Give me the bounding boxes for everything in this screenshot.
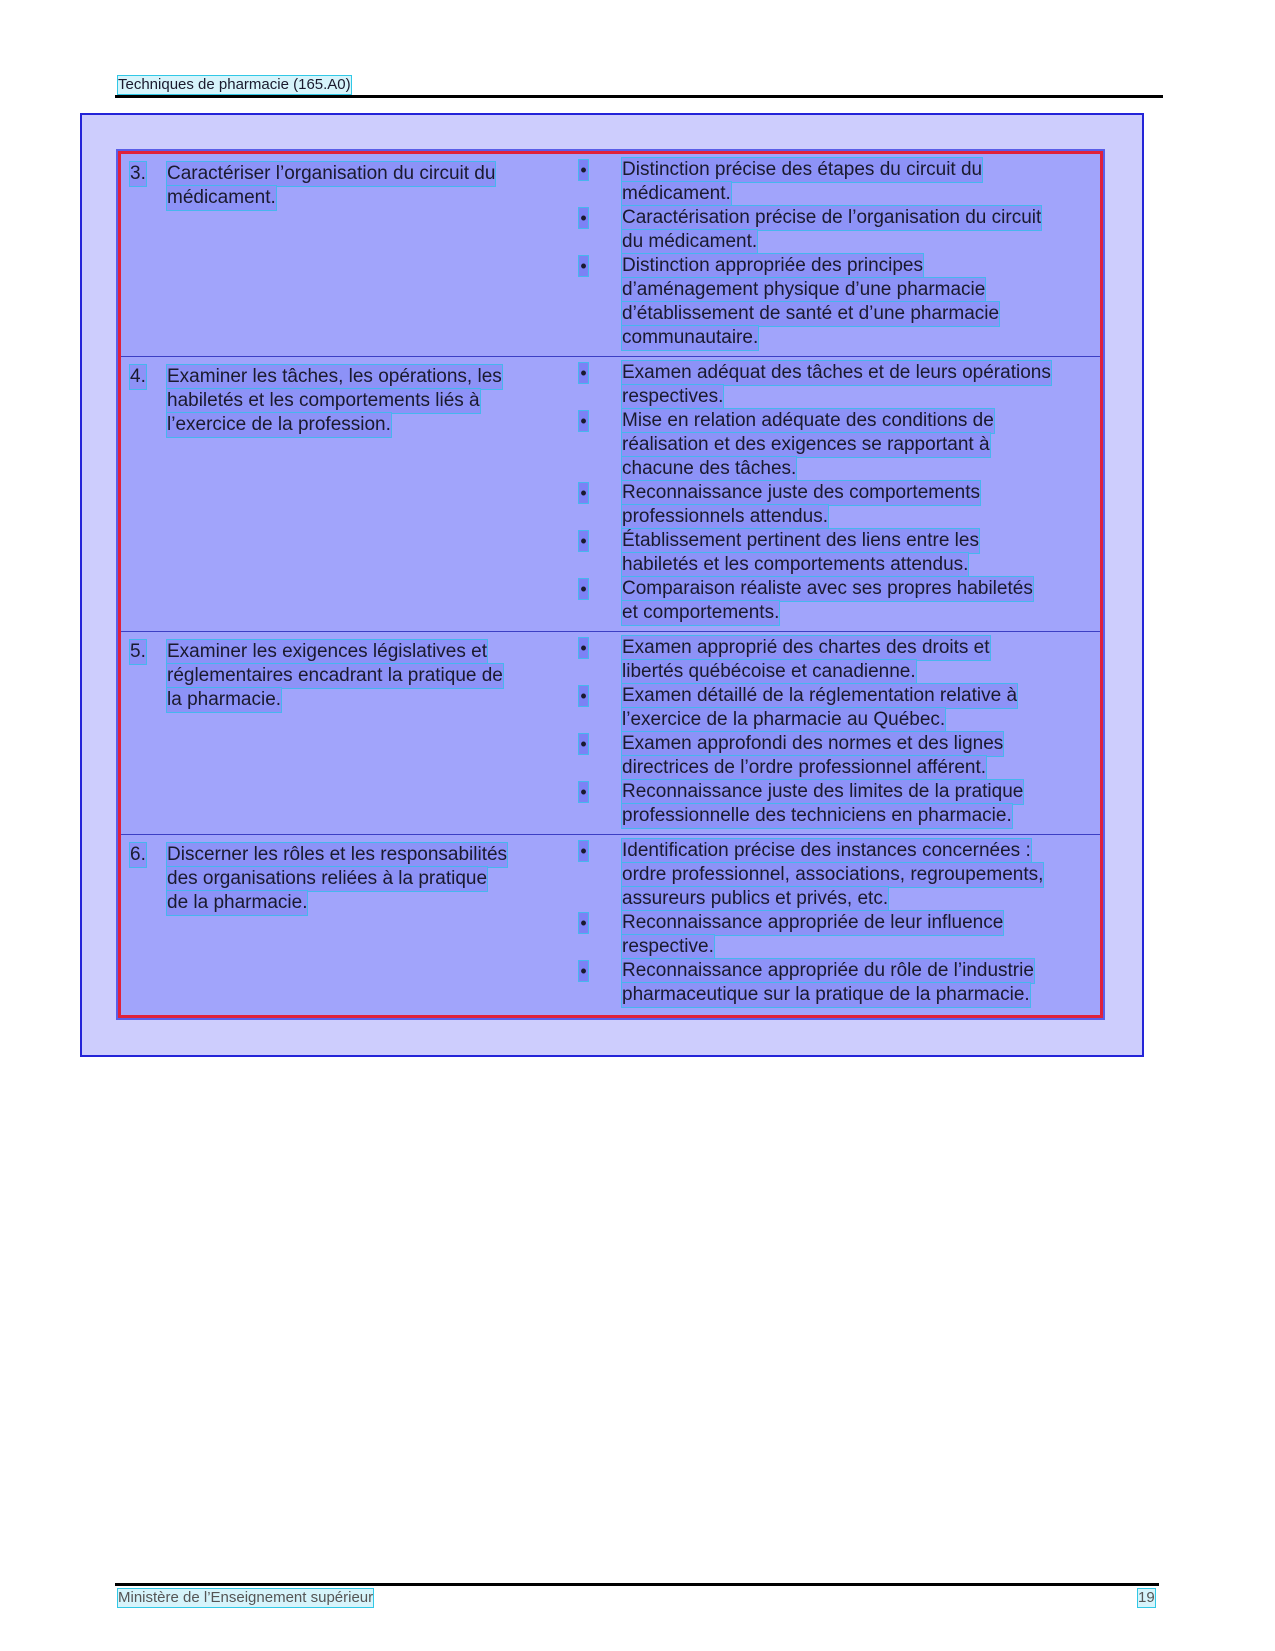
criterion-text-line: habiletés et les comportements attendus. [622,554,969,576]
competency-text-line: de la pharmacie. [167,892,308,914]
bullet-icon: • [580,781,587,802]
criterion-text-line: Examen approfondi des normes et des lignes [622,732,1004,754]
page-number: 19 [1138,1589,1155,1606]
bullet-icon: • [580,160,587,180]
criterion-text-line: Établissement pertinent des liens entre les [622,530,979,552]
competency-number: 4. [130,366,146,388]
bullet-icon: • [580,733,587,754]
criterion-text-line: Reconnaissance juste des limites de la pratique [622,780,1024,802]
criterion-text-line: assureurs publics et privés, etc. [622,888,889,910]
document-header-title: Techniques de pharmacie (165.A0) [118,76,351,93]
competency-number: 5. [130,640,146,662]
bullet-icon: • [580,913,587,934]
criterion-text-line: chacune des tâches. [622,458,797,480]
criterion-text-line: Reconnaissance juste des comportements [622,482,981,504]
criterion-text-line: Distinction précise des étapes du circuit du [622,159,983,180]
competency-table [118,151,1103,1018]
bullet-icon: • [580,483,587,504]
competency-text-line: Examiner les tâches, les opérations, les [167,366,502,388]
footer-ministry: Ministère de l’Enseignement supérieur [118,1589,374,1606]
footer-rule [115,1583,1159,1586]
criterion-text-line: d’établissement de santé et d’une pharmacie [622,303,1000,324]
competency-number: 6. [130,844,146,866]
bullet-icon: • [580,411,587,432]
criterion-text-line: l’exercice de la pharmacie au Québec. [622,708,946,730]
competency-text-line: des organisations reliées à la pratique [167,868,488,890]
table-row [121,357,1100,631]
criterion-text-line: Identification précise des instances concernées : [622,840,1031,862]
competency-number: 3. [130,163,146,184]
bullet-icon: • [580,208,587,228]
competency-text-line: réglementaires encadrant la pratique de [167,664,503,686]
criterion-text-line: Examen adéquat des tâches et de leurs opérations [622,362,1051,384]
criterion-text-line: directrices de l’ordre professionnel afférent. [622,756,987,778]
criterion-text-line: réalisation et des exigences se rapportant à [622,434,990,456]
competency-text-line: l’exercice de la profession. [167,414,391,436]
bullet-icon: • [580,637,587,658]
criterion-text-line: d’aménagement physique d’une pharmacie [622,279,986,300]
competency-text-line: habiletés et les comportements liés à [167,390,480,412]
table-row [121,835,1100,1015]
criterion-text-line: Mise en relation adéquate des conditions de [622,410,994,432]
competency-text-line: Caractériser l’organisation du circuit du [167,163,496,184]
criterion-text-line: respective. [622,936,714,958]
table-row [121,632,1100,835]
criterion-text-line: Reconnaissance appropriée du rôle de l’industrie [622,960,1034,982]
competency-text-line: la pharmacie. [167,688,282,710]
criterion-text-line: professionnels attendus. [622,506,828,528]
competency-text-line: médicament. [167,187,276,208]
criterion-text-line: et comportements. [622,602,780,624]
criterion-text-line: du médicament. [622,231,758,252]
bullet-icon: • [580,841,587,862]
criterion-text-line: libertés québécoise et canadienne. [622,660,916,682]
bullet-icon: • [580,363,587,384]
bullet-icon: • [580,579,587,600]
competency-text-line: Discerner les rôles et les responsabilités [167,844,508,866]
bullet-icon: • [580,961,587,982]
criterion-text-line: pharmaceutique sur la pratique de la pharmacie. [622,984,1030,1006]
criterion-text-line: Examen détaillé de la réglementation relative à [622,684,1018,706]
competency-text-line: Examiner les exigences législatives et [167,640,487,662]
criterion-text-line: respectives. [622,386,724,408]
criterion-text-line: Examen approprié des chartes des droits et [622,636,990,658]
criterion-text-line: médicament. [622,183,731,204]
criterion-text-line: Caractérisation précise de l’organisation du circuit [622,207,1042,228]
criterion-text-line: communautaire. [622,327,759,348]
criterion-text-line: Distinction appropriée des principes [622,255,923,276]
header-rule [115,95,1163,98]
bullet-icon: • [580,685,587,706]
bullet-icon: • [580,531,587,552]
criterion-text-line: Comparaison réaliste avec ses propres habiletés [622,578,1033,600]
table-row [121,154,1100,357]
criterion-text-line: professionnelle des techniciens en pharmacie. [622,804,1012,826]
criterion-text-line: Reconnaissance appropriée de leur influence [622,912,1004,934]
criterion-text-line: ordre professionnel, associations, regroupements, [622,864,1044,886]
bullet-icon: • [580,256,587,276]
